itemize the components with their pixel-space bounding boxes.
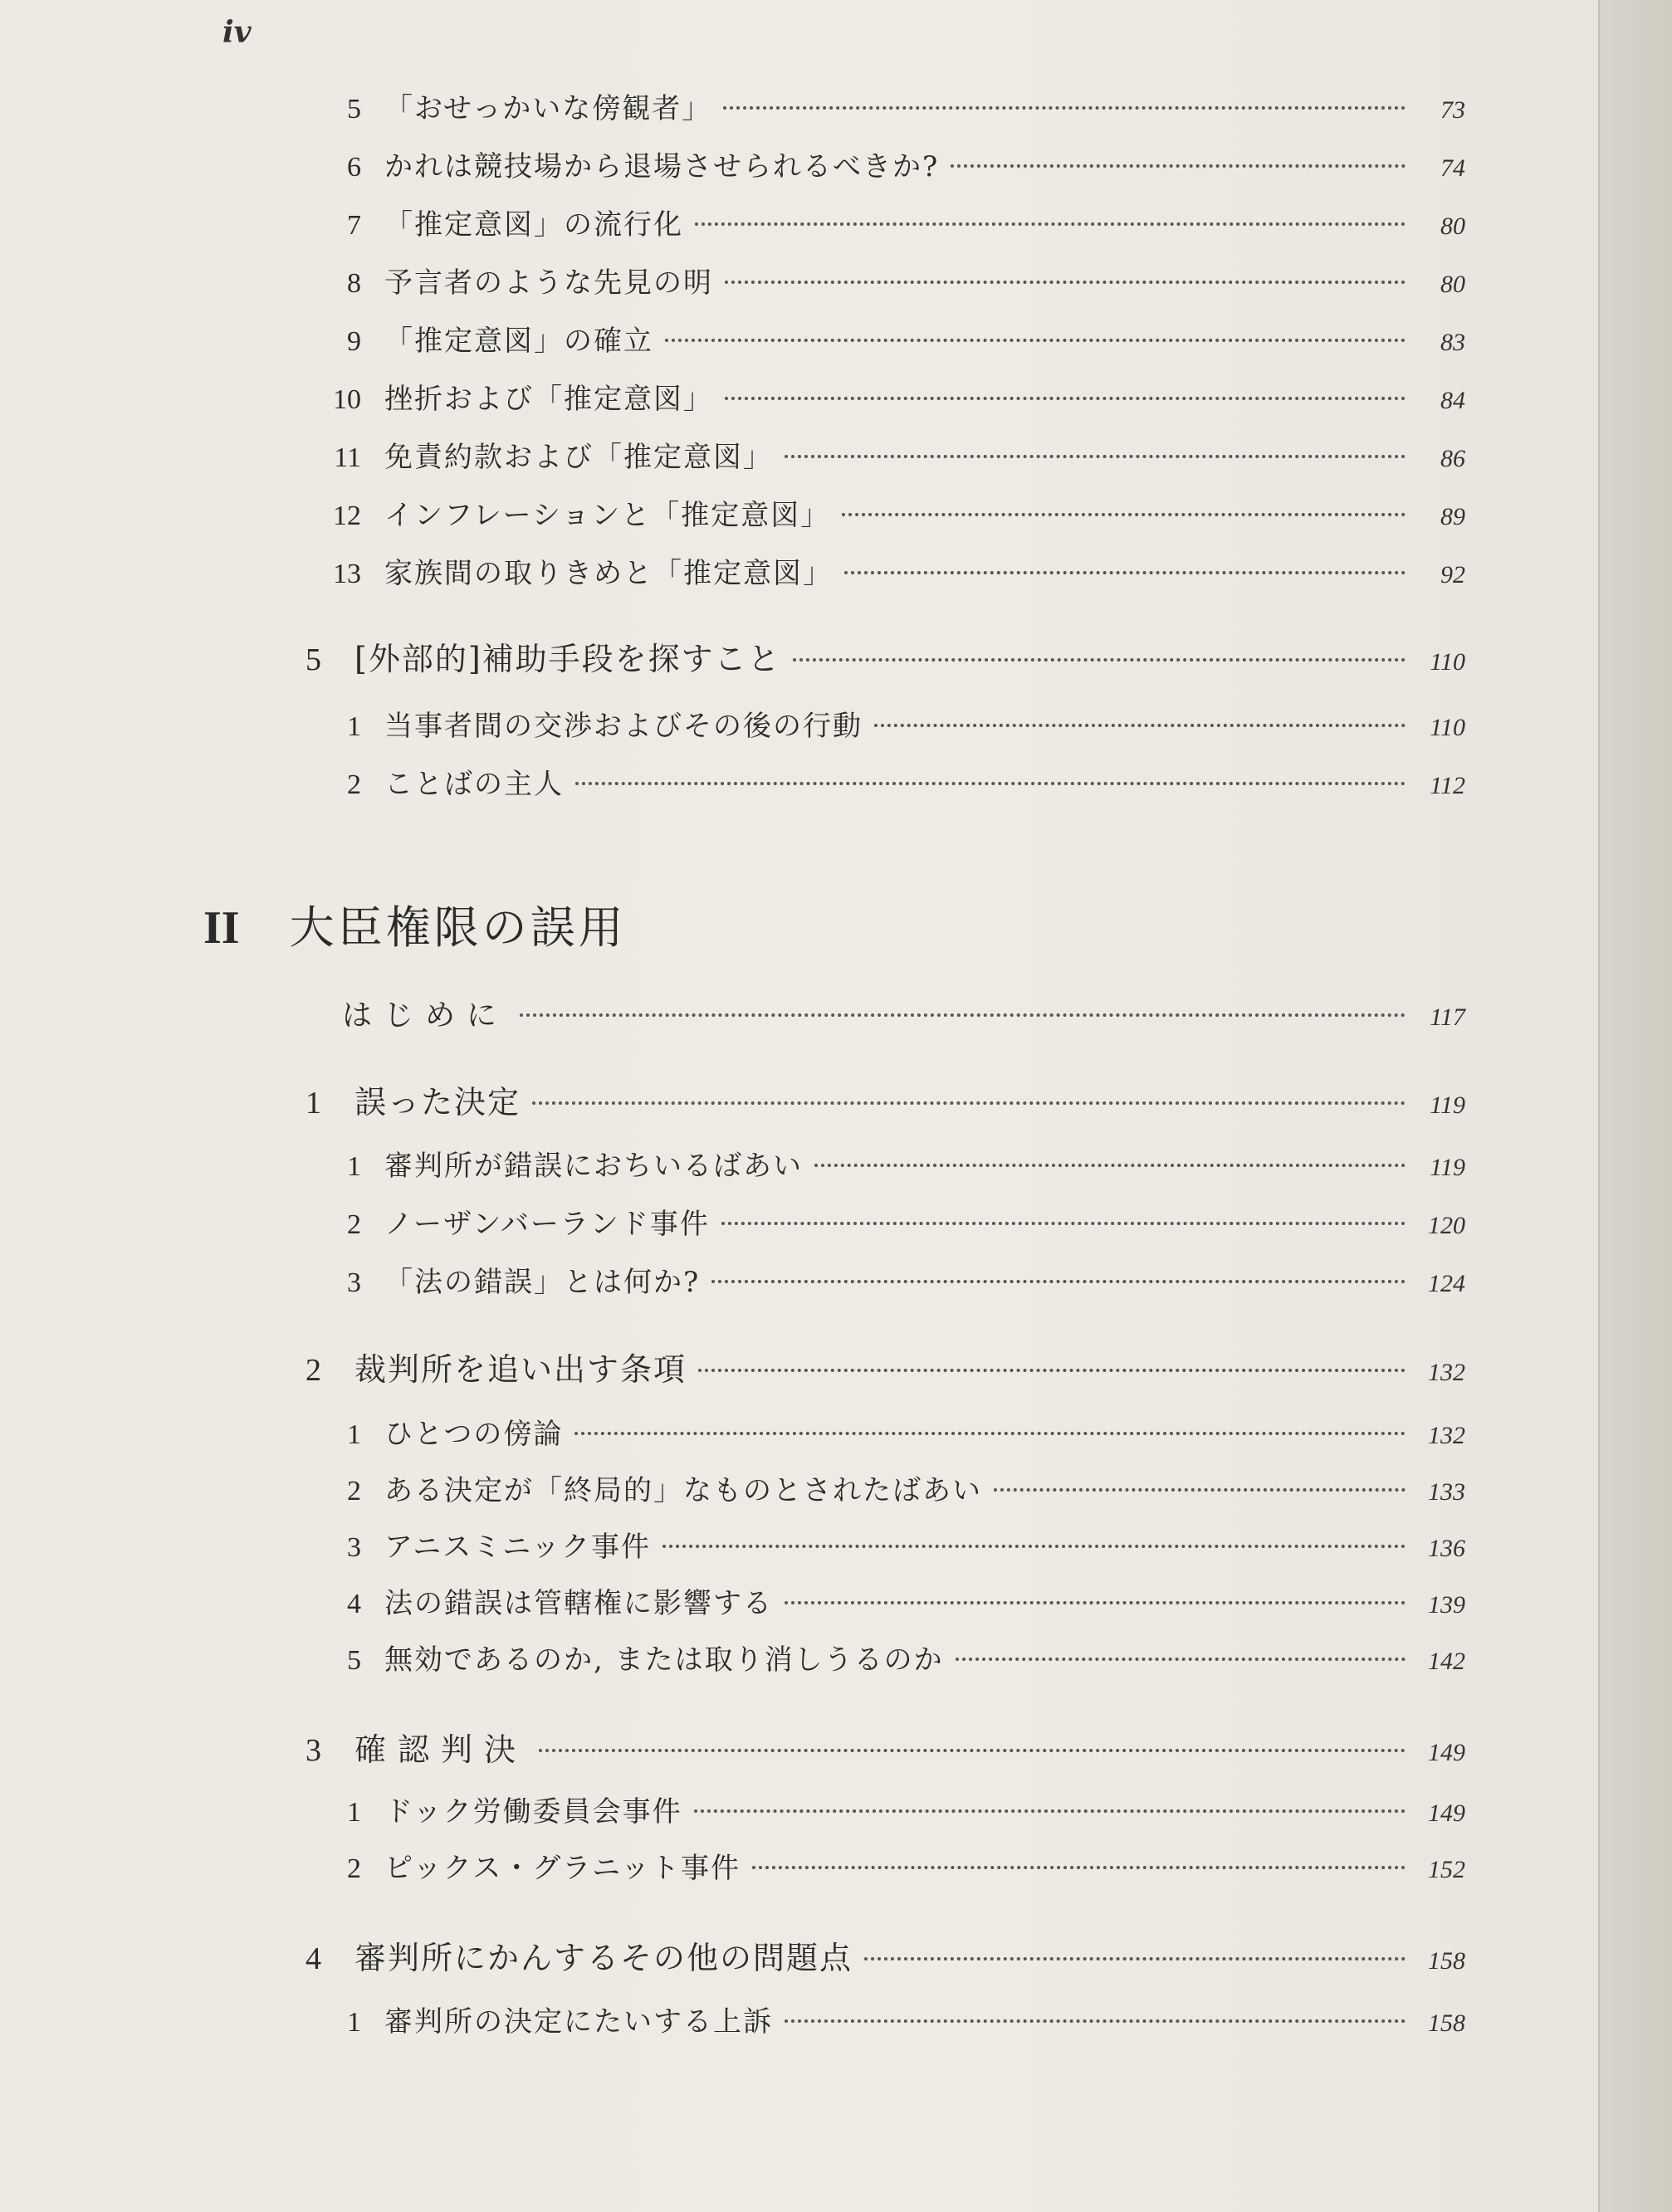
leader-dots [785, 455, 1406, 458]
entry-number: 1 [347, 1797, 361, 1828]
leader-dots [793, 658, 1406, 662]
toc-entry[interactable] [320, 1143, 1465, 1184]
entry-page: 92 [1440, 561, 1465, 588]
toc-entry[interactable] [320, 144, 1465, 185]
entry-title: 当事者間の交渉およびその後の行動 [384, 710, 863, 743]
entry-page: 110 [1430, 714, 1465, 741]
part-title: 大臣権限の誤用 [289, 901, 627, 954]
entry-page: 84 [1440, 387, 1465, 414]
entry-number: 1 [347, 711, 361, 742]
leader-dots [814, 1164, 1406, 1167]
toc-entry[interactable] [320, 1411, 1465, 1453]
section-title: 確認判決 [354, 1731, 528, 1768]
entry-number: 3 [347, 1532, 361, 1563]
leader-dots [694, 1809, 1406, 1813]
entry-number: 13 [333, 559, 361, 589]
toc-section[interactable] [295, 1724, 1465, 1768]
section-title: 審判所にかんするその他の問題点 [354, 1940, 853, 1976]
toc-entry[interactable] [320, 1999, 1465, 2040]
leader-dots [695, 222, 1406, 226]
section-page: 119 [1430, 1091, 1465, 1119]
entry-page: 120 [1428, 1212, 1465, 1239]
entry-number: 5 [347, 1645, 361, 1676]
entry-title: 無効であるのか, または取り消しうるのか [384, 1643, 944, 1677]
leader-dots [951, 164, 1406, 168]
toc-entry[interactable] [320, 492, 1465, 534]
toc-section[interactable] [295, 633, 1465, 675]
entry-page: 74 [1440, 154, 1465, 182]
entry-title: ある決定が「終局的」なものとされたばあい [384, 1474, 982, 1507]
leader-dots [574, 1432, 1406, 1435]
entry-number: 2 [347, 1476, 361, 1506]
toc-entry[interactable] [320, 1789, 1465, 1830]
intro-page: 117 [1430, 1003, 1465, 1031]
entry-number: 4 [347, 1589, 361, 1619]
entry-number: 5 [347, 94, 361, 125]
entry-title: 法の錯誤は管轄権に影響する [384, 1587, 773, 1620]
section-page: 158 [1428, 1947, 1465, 1975]
leader-dots [844, 571, 1406, 574]
leader-dots [956, 1658, 1406, 1661]
leader-dots [665, 339, 1406, 342]
leader-dots [864, 1957, 1406, 1961]
entry-page: 112 [1430, 772, 1465, 799]
entry-title: 審判所の決定にたいする上訴 [384, 2005, 773, 2039]
entry-page: 132 [1428, 1422, 1465, 1449]
section-number: 4 [306, 1941, 321, 1976]
section-number: 1 [306, 1086, 321, 1121]
entry-number: 6 [347, 152, 361, 183]
toc-entry[interactable] [320, 318, 1465, 359]
section-page: 132 [1428, 1359, 1465, 1386]
toc-entry[interactable] [320, 1201, 1465, 1243]
entry-title: 免責約款および「推定意図」 [384, 441, 773, 474]
entry-page: 80 [1440, 212, 1465, 240]
entry-page: 124 [1428, 1270, 1465, 1297]
toc-entry[interactable] [320, 85, 1465, 127]
entry-title: 「法の錯誤」とは何か? [384, 1266, 701, 1299]
toc-entry[interactable] [320, 1467, 1465, 1509]
entry-page: 158 [1428, 2009, 1465, 2037]
entry-page: 86 [1440, 445, 1465, 472]
toc-entry[interactable] [320, 703, 1465, 745]
toc-entry[interactable] [320, 1580, 1465, 1622]
entry-title: ことばの主人 [384, 768, 564, 801]
entry-title: ドック労働委員会事件 [384, 1795, 682, 1829]
entry-number: 2 [347, 769, 361, 800]
leader-dots [575, 782, 1406, 785]
entry-number: 1 [347, 1151, 361, 1182]
leader-dots [721, 1222, 1406, 1225]
entry-title: 「おせっかいな傍観者」 [384, 92, 712, 125]
section-page: 149 [1428, 1739, 1465, 1766]
entry-number: 10 [333, 384, 361, 415]
section-number: 3 [306, 1733, 321, 1768]
toc-entry[interactable] [320, 1637, 1465, 1678]
toc-entry[interactable] [320, 1259, 1465, 1301]
leader-dots [520, 1013, 1406, 1017]
entry-number: 1 [347, 1419, 361, 1450]
entry-page: 152 [1428, 1856, 1465, 1883]
entry-title: 「推定意図」の流行化 [384, 208, 683, 242]
entry-number: 12 [333, 501, 361, 531]
entry-title: 家族間の取りきめと「推定意図」 [384, 557, 833, 590]
leader-dots [994, 1488, 1406, 1492]
leader-dots [662, 1545, 1406, 1548]
entry-number: 9 [347, 326, 361, 357]
toc-entry[interactable] [320, 202, 1465, 243]
leader-dots [532, 1101, 1406, 1105]
leader-dots [723, 106, 1406, 110]
entry-page: 133 [1428, 1478, 1465, 1506]
section-title: [外部的]補助手段を探すこと [354, 641, 781, 677]
toc-entry[interactable] [320, 761, 1465, 803]
toc-entry[interactable] [320, 550, 1465, 592]
entry-page: 139 [1428, 1591, 1465, 1619]
entry-page: 149 [1428, 1799, 1465, 1827]
leader-dots [725, 397, 1406, 400]
leader-dots [698, 1369, 1406, 1372]
entry-page: 83 [1440, 329, 1465, 356]
leader-dots [842, 513, 1406, 516]
entry-title: 予言者のような先見の明 [384, 266, 713, 300]
toc-entry[interactable] [320, 434, 1465, 476]
entry-page: 142 [1428, 1648, 1465, 1675]
toc-entry[interactable] [320, 1845, 1465, 1887]
entry-page: 136 [1428, 1535, 1465, 1562]
part-numeral: II [203, 902, 240, 954]
toc-section[interactable] [295, 1932, 1465, 1974]
section-title: 誤った決定 [354, 1084, 521, 1121]
leader-dots [785, 2019, 1406, 2023]
entry-title: ピックス・グラニット事件 [384, 1852, 741, 1885]
entry-title: かれは競技場から退場させられるべきか? [384, 150, 940, 183]
toc-intro[interactable] [342, 992, 1465, 1033]
toc-section[interactable] [295, 1077, 1465, 1121]
leader-dots [874, 724, 1406, 727]
entry-title: インフレーションと「推定意図」 [384, 499, 831, 532]
entry-title: ひとつの傍論 [384, 1418, 564, 1451]
entry-number: 2 [347, 1853, 361, 1884]
entry-number: 3 [347, 1267, 361, 1298]
toc-entry[interactable] [320, 376, 1465, 417]
section-number: 2 [306, 1353, 321, 1388]
leader-dots [752, 1866, 1406, 1869]
entry-number: 7 [347, 210, 361, 241]
entry-number: 2 [347, 1209, 361, 1240]
leader-dots [725, 281, 1406, 284]
entry-page: 89 [1440, 503, 1465, 530]
section-page: 110 [1430, 648, 1465, 676]
toc-entry[interactable] [320, 1524, 1465, 1565]
toc-entry[interactable] [320, 260, 1465, 301]
part-heading[interactable] [203, 892, 627, 956]
section-number: 5 [306, 642, 321, 677]
intro-title: はじめに [342, 999, 509, 1033]
entry-number: 8 [347, 268, 361, 299]
section-title: 裁判所を追い出す条項 [354, 1351, 687, 1388]
entry-page: 80 [1440, 271, 1465, 298]
toc-section[interactable] [295, 1344, 1465, 1388]
entry-page: 73 [1440, 96, 1465, 124]
entry-title: アニスミニック事件 [384, 1531, 651, 1564]
entry-title: 審判所が錯誤におちいるばあい [384, 1150, 803, 1183]
leader-dots [711, 1280, 1406, 1283]
page-edge [1598, 0, 1672, 2212]
entry-number: 11 [334, 442, 361, 473]
entry-title: 挫折および「推定意図」 [384, 383, 713, 416]
page-number: iv [222, 15, 252, 50]
leader-dots [785, 1601, 1406, 1604]
entry-title: ノーザンバーランド事件 [384, 1208, 710, 1241]
entry-number: 1 [347, 2007, 361, 2038]
leader-dots [539, 1749, 1406, 1752]
entry-page: 119 [1430, 1154, 1465, 1181]
entry-title: 「推定意図」の確立 [384, 325, 653, 358]
